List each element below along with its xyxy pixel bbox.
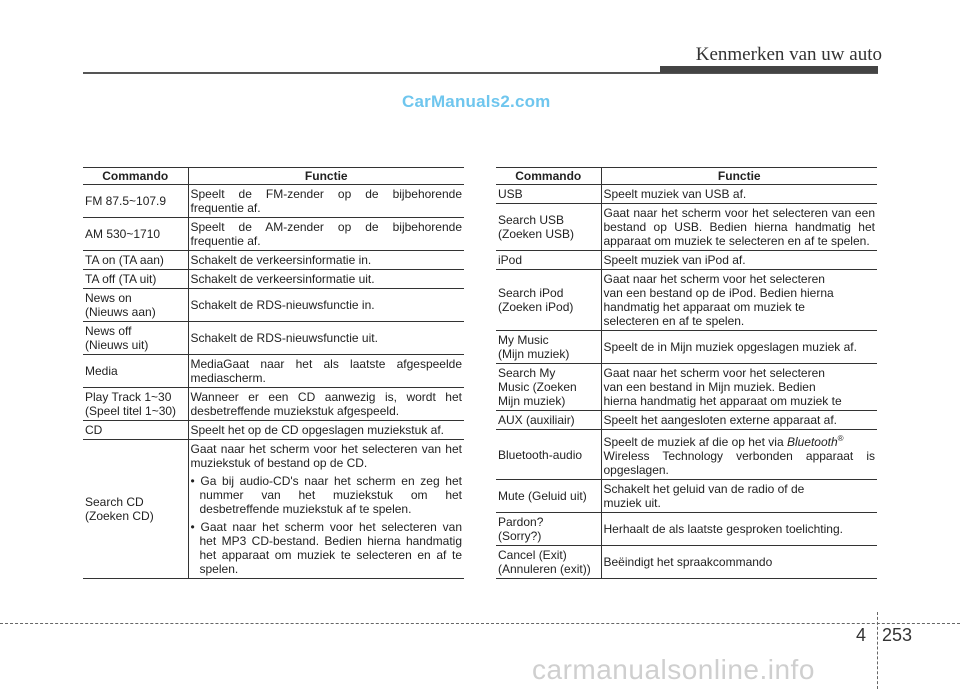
function-cell	[188, 388, 464, 421]
command-cell	[496, 204, 601, 251]
function-text: Speelt het op de CD opgeslagen muziekstuk af.	[190, 423, 444, 437]
table-row	[496, 270, 877, 331]
command-text: News off	[85, 324, 132, 338]
function-text: Speelt de FM-zender op de bijbehorende frequentie af.	[190, 187, 462, 215]
command-text: AM 530~1710	[85, 227, 161, 241]
column-header-function: Functie	[188, 168, 464, 185]
column-header-command: Commando	[83, 168, 188, 185]
command-cell	[496, 480, 601, 513]
command-cell	[83, 218, 188, 251]
table-row	[83, 421, 464, 440]
function-text: Herhaalt de als laatste gesproken toelichting.	[603, 522, 843, 536]
table-row	[496, 513, 877, 546]
table-row	[496, 185, 877, 204]
table-row	[83, 289, 464, 322]
command-text: Mute (Geluid uit)	[498, 489, 587, 503]
voice-commands-table-right	[496, 167, 877, 579]
function-text: Gaat naar het scherm voor het selecteren van een bestand op USB. Bedien hierna handmatig het apparaat om muziek te selecteren en af te spelen.	[603, 206, 875, 248]
command-text: Bluetooth-audio	[498, 447, 583, 462]
function-text: muziek uit.	[603, 496, 661, 510]
function-cell	[601, 480, 877, 513]
function-cell	[188, 421, 464, 440]
function-cell	[188, 251, 464, 270]
command-text: (Zoeken USB)	[498, 227, 575, 241]
command-cell	[83, 322, 188, 355]
function-text: Schakelt het geluid van de radio of de	[603, 482, 805, 496]
command-text: Search iPod	[498, 286, 564, 300]
table-row	[83, 251, 464, 270]
function-text: Wanneer er een CD aanwezig is, wordt het desbetreffende muziekstuk afgespeeld.	[190, 390, 462, 418]
table-row	[496, 251, 877, 270]
command-text: iPod	[498, 253, 523, 267]
command-text: TA off (TA uit)	[85, 272, 157, 286]
command-text: My Music	[498, 333, 549, 347]
command-text: (Annuleren (exit))	[498, 562, 591, 576]
command-text: Music (Zoeken	[498, 380, 577, 394]
function-text: Speelt muziek van iPod af.	[603, 253, 746, 267]
command-cell	[83, 270, 188, 289]
function-cell	[601, 364, 877, 411]
command-cell	[496, 364, 601, 411]
command-text: AUX (auxiliair)	[498, 413, 575, 427]
command-cell	[496, 270, 601, 331]
function-text: hierna handmatig het apparaat om muziek te	[603, 394, 842, 408]
command-cell	[496, 251, 601, 270]
function-cell	[601, 411, 877, 430]
command-cell	[83, 388, 188, 421]
function-text: Schakelt de RDS-nieuwsfunctie in.	[190, 298, 375, 312]
function-text	[604, 432, 876, 449]
command-cell	[83, 355, 188, 388]
function-cell	[188, 322, 464, 355]
command-cell	[496, 513, 601, 546]
command-text: USB	[498, 187, 523, 201]
command-cell	[83, 421, 188, 440]
table-row	[496, 411, 877, 430]
command-text: (Sorry?)	[498, 529, 542, 543]
command-text: CD	[85, 423, 103, 437]
command-cell	[496, 185, 601, 204]
function-cell	[601, 546, 877, 579]
command-text: News on	[85, 291, 132, 305]
command-cell	[83, 185, 188, 218]
command-text: Search CD	[85, 495, 144, 509]
function-cell	[188, 289, 464, 322]
table-row	[83, 388, 464, 421]
function-cell	[188, 355, 464, 388]
command-text: Search USB	[498, 213, 565, 227]
table-row	[496, 204, 877, 251]
command-text: (Speel titel 1~30)	[85, 404, 177, 418]
function-text: Speelt het aangesloten externe apparaat af.	[603, 413, 838, 427]
footer-rule	[0, 623, 960, 624]
command-text: FM 87.5~107.9	[85, 194, 167, 208]
command-cell	[83, 289, 188, 322]
table-row	[83, 440, 464, 579]
command-cell	[496, 430, 601, 480]
registered-mark: ®	[837, 434, 844, 443]
function-text: Beëindigt het spraakcommando	[603, 555, 773, 569]
function-cell	[188, 440, 464, 579]
command-text: (Zoeken CD)	[85, 509, 154, 523]
command-cell	[83, 440, 188, 579]
function-cell	[601, 331, 877, 364]
command-text: (Nieuws uit)	[85, 338, 149, 352]
table-row	[83, 355, 464, 388]
page-number: 253	[882, 625, 913, 645]
table-row	[83, 270, 464, 289]
function-cell	[601, 513, 877, 546]
header-rule-accent	[660, 66, 878, 73]
function-cell	[188, 270, 464, 289]
function-text: van een bestand in Mijn muziek. Bedien	[603, 380, 816, 394]
command-text: Search My	[498, 366, 556, 380]
command-cell	[496, 546, 601, 579]
function-cell	[601, 251, 877, 270]
bluetooth-brand-text: Bluetooth	[786, 435, 838, 449]
table-row	[496, 364, 877, 411]
function-bullet: • Gaat naar het scherm voor het selecteren van het MP3 CD-bestand. Bedien hierna handmatig het apparaat om muziek te selecteren en af te spelen.	[190, 520, 462, 576]
function-cell	[601, 270, 877, 331]
voice-commands-table-left	[83, 167, 464, 579]
function-cell	[601, 185, 877, 204]
function-text: Speelt de AM-zender op de bijbehorende frequentie af.	[190, 220, 462, 248]
command-text: (Zoeken iPod)	[498, 300, 574, 314]
function-cell	[601, 430, 877, 480]
watermark-footer: carmanualsonline.info	[532, 654, 815, 685]
function-cell	[601, 204, 877, 251]
function-text: MediaGaat naar het als laatste afgespeelde mediascherm.	[190, 357, 462, 385]
function-text: Gaat naar het scherm voor het selecteren van het muziekstuk of bestand op de CD.	[190, 442, 462, 470]
function-text: Gaat naar het scherm voor het selecteren	[603, 272, 825, 286]
table-row	[496, 480, 877, 513]
table-row	[83, 322, 464, 355]
function-cell	[188, 185, 464, 218]
running-header-title: Kenmerken van uw auto	[695, 44, 882, 65]
function-text: Schakelt de RDS-nieuwsfunctie uit.	[190, 331, 378, 345]
function-text: selecteren en af te spelen.	[603, 314, 745, 328]
command-text: Media	[85, 364, 118, 378]
command-text: (Nieuws aan)	[85, 305, 156, 319]
function-text: handmatig het apparaat om muziek te	[603, 300, 805, 314]
command-text: Play Track 1~30	[85, 390, 172, 404]
command-cell	[496, 411, 601, 430]
function-text: Schakelt de verkeersinformatie uit.	[190, 272, 375, 286]
table-row	[83, 218, 464, 251]
table-row	[496, 331, 877, 364]
function-text: Speelt de in Mijn muziek opgeslagen muziek af.	[603, 340, 857, 354]
command-cell	[496, 331, 601, 364]
function-text: Speelt muziek van USB af.	[603, 187, 747, 201]
table-row	[496, 546, 877, 579]
function-text: Gaat naar het scherm voor het selecteren	[603, 366, 825, 380]
function-bullet: • Ga bij audio-CD's naar het scherm en zeg het nummer van het muziekstuk om het desbetreffende muziekstuk af te spelen.	[190, 474, 462, 516]
function-text-part: Speelt de muziek af die op het via	[603, 435, 787, 449]
function-cell	[188, 218, 464, 251]
table-row	[83, 185, 464, 218]
function-text: van een bestand op de iPod. Bedien hierna	[603, 286, 834, 300]
watermark-logo: CarManuals2.com	[402, 92, 551, 111]
command-text: Cancel (Exit)	[498, 548, 567, 562]
command-text: (Mijn muziek)	[498, 347, 570, 361]
command-text: Mijn muziek)	[498, 394, 566, 408]
column-header-function: Functie	[601, 168, 877, 185]
function-text: Wireless Technology verbonden apparaat is opgeslagen.	[603, 449, 875, 477]
page-number-divider	[877, 612, 878, 689]
chapter-number: 4	[856, 625, 867, 645]
function-text: Schakelt de verkeersinformatie in.	[190, 253, 372, 267]
command-cell	[83, 251, 188, 270]
column-header-command: Commando	[496, 168, 601, 185]
command-text: Pardon?	[498, 515, 544, 529]
table-row	[496, 430, 877, 480]
command-text: TA on (TA aan)	[85, 253, 164, 267]
